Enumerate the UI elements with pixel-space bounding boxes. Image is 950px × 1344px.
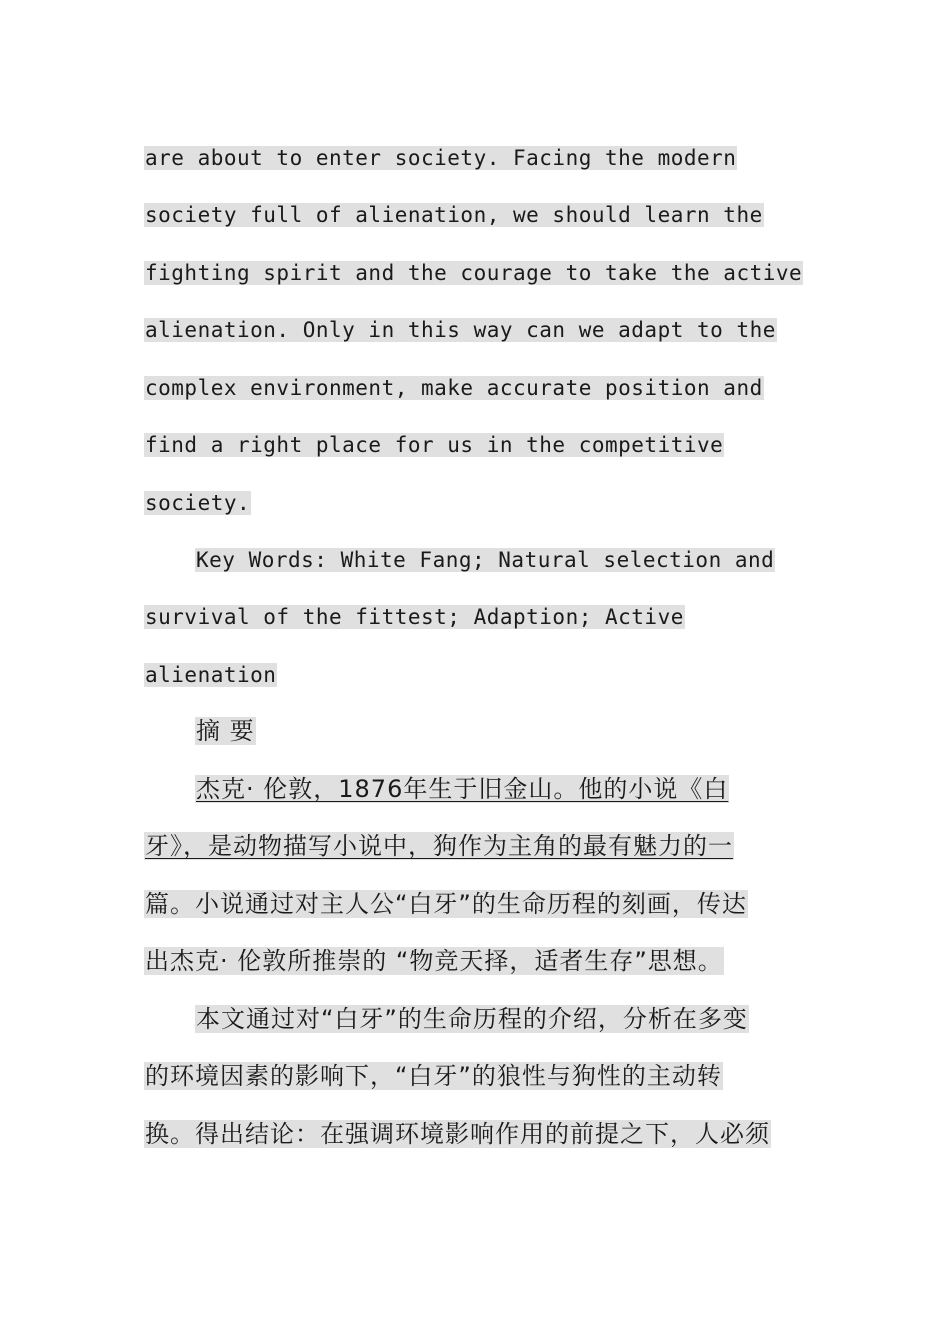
abstract-en-line-7: society. [145, 491, 251, 515]
abstract-zh-p2-line-2: 的环境因素的影响下，“白牙”的狼性与狗性的主动转 [145, 1062, 722, 1090]
abstract-zh-p1-line-3: 篇。小说通过对主人公“白牙”的生命历程的刻画，传达 [145, 890, 747, 918]
keywords-line-1: Key Words: White Fang; Natural selection and [196, 548, 775, 572]
keywords-line-3: alienation [145, 663, 277, 687]
keywords-line-2: survival of the fittest; Adaption; Active [145, 605, 684, 629]
abstract-en-line-3: fighting spirit and the courage to take the active [145, 261, 803, 285]
abstract-zh-p2-line-3: 换。得出结论：在强调环境影响作用的前提之下，人必须 [145, 1120, 770, 1148]
abstract-en-line-4: alienation. Only in this way can we adapt to the [145, 318, 776, 342]
abstract-zh-heading: 摘 要 [196, 717, 255, 745]
abstract-en-line-1: are about to enter society. Facing the modern [145, 146, 737, 170]
abstract-zh-p1-line-1: 杰克· 伦敦，1876年生于旧金山。他的小说《白 [196, 775, 729, 803]
abstract-en-line-2: society full of alienation, we should learn the [145, 203, 763, 227]
abstract-zh-p1-line-2: 牙》，是动物描写小说中，狗作为主角的最有魅力的一 [145, 832, 733, 860]
abstract-en-line-6: find a right place for us in the competitive [145, 433, 724, 457]
abstract-en-line-5: complex environment, make accurate position and [145, 376, 763, 400]
abstract-zh-p2-line-1: 本文通过对“白牙”的生命历程的介绍，分析在多变 [196, 1005, 748, 1033]
abstract-zh-p1-line-4: 出杰克· 伦敦所推崇的 “物竞天择，适者生存”思想。 [145, 947, 723, 975]
